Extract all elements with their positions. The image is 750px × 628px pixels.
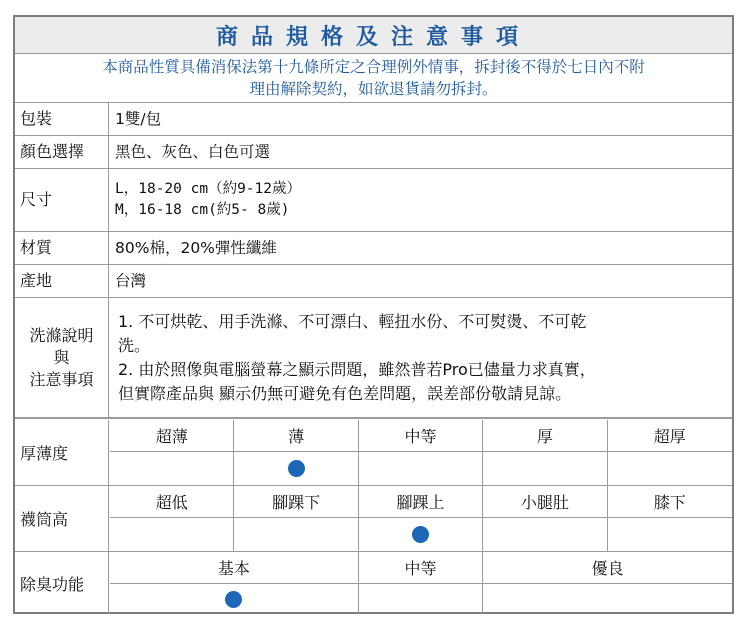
rating-mark-cell [110,452,234,485]
rating-row-height [15,486,732,552]
spec-label: 材質 [15,232,109,264]
rating-marks [110,518,732,551]
rating-row-deodor [15,552,732,614]
spec-value: 台灣 [115,271,147,290]
spec-value: 黑色、灰色、白色可選 [115,142,271,161]
spec-label: 產地 [15,265,109,297]
rating-mark-cell [608,452,732,485]
rating-mark-cell [483,452,607,485]
selected-dot-icon [412,526,429,543]
rating-row-thickness [15,420,732,486]
rating-mark-cell [110,584,359,614]
spec-label: 顏色選擇 [15,136,109,168]
rating-option: 優良 [591,559,624,578]
spec-value: 80%棉，20%彈性纖維 [115,238,277,257]
sheet-title: 商品規格及注意事項 [215,24,531,50]
spec-label: 包裝 [15,103,109,135]
rating-option: 超厚 [653,427,686,446]
rating-label: 除臭功能 [15,552,109,614]
rating-options [110,552,732,584]
care-label-line: 洗滌說明 [29,325,94,345]
care-line: 1. 不可烘乾、用手洗滌、不可漂白、輕扭水份、不可熨燙、不可乾 [118,311,587,331]
notice-line: 本商品性質具備消保法第十九條所定之合理例外情事，拆封後不得於七日內不附 [102,58,645,76]
size-line: M，16-18 cm(約5- 8歲) [115,202,290,218]
care-line: 2. 由於照像與電腦螢幕之顯示問題，雖然普若Pro已儘量力求真實， [118,359,596,379]
rating-mark-cell [483,584,732,614]
rating-mark-cell [359,518,483,551]
spec-value: 1雙/包 [115,109,162,128]
selected-dot-icon [288,460,305,477]
rating-grid [110,486,732,551]
notice-line: 理由解除契約，如欲退貨請勿拆封。 [249,80,498,98]
rating-mark-cell [608,518,732,551]
spec-row-colors [15,136,732,169]
rating-mark-cell [483,518,607,551]
rating-option: 超低 [110,486,234,517]
rating-mark-cell [234,452,358,485]
care-line: 但實際產品與 顯示仍無可避免有色差問題，誤差部份敬請見諒。 [118,383,572,403]
rating-option: 小腿肚 [483,486,607,517]
selected-dot-icon [225,591,242,608]
care-line: 洗。 [118,335,151,355]
spec-row-care [15,298,732,419]
rating-option: 基本 [110,552,359,583]
rating-option: 超薄 [110,420,234,451]
rating-marks [110,452,732,485]
spec-row-packaging [15,103,732,136]
rating-grid [110,552,732,614]
size-line: L，18-20 cm（約9-12歲） [115,181,301,197]
rating-option: 薄 [234,420,358,451]
spec-value [110,298,732,417]
spec-row-origin [15,265,732,298]
rating-options [110,486,732,518]
rating-label: 襪筒高 [15,486,109,551]
rating-option: 膝下 [653,493,686,512]
rating-label: 厚薄度 [15,420,109,485]
spec-sheet [13,15,734,614]
spec-label: 尺寸 [15,169,109,231]
rating-option: 中等 [359,552,483,583]
rating-option: 中等 [359,420,483,451]
rating-mark-cell [234,518,358,551]
spec-row-material [15,232,732,265]
care-label-line: 與 [53,347,70,367]
title-bar [15,17,732,54]
spec-row-size [15,169,732,232]
rating-mark-cell [110,518,234,551]
rating-option: 腳踝下 [234,486,358,517]
return-notice [15,54,732,103]
rating-option: 腳踝上 [359,486,483,517]
rating-option: 厚 [483,420,607,451]
spec-label [15,298,109,417]
rating-options [110,420,732,452]
rating-marks [110,584,732,614]
spec-value [110,169,732,231]
care-label-line: 注意事項 [29,369,94,389]
rating-mark-cell [359,584,483,614]
rating-grid [110,420,732,485]
rating-mark-cell [359,452,483,485]
